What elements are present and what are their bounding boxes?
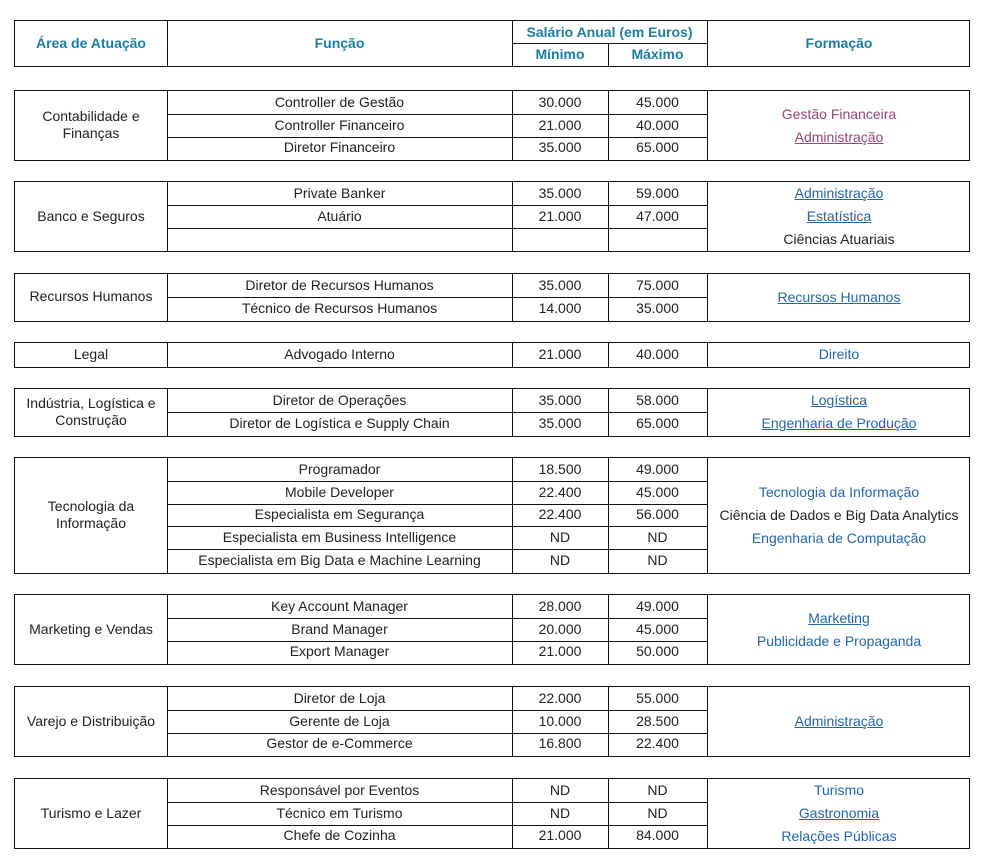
group-1	[14, 181, 970, 252]
row-funcao: Export Manager	[289, 643, 390, 660]
formacao-text: Publicidade e Propaganda	[756, 632, 922, 649]
row-funcao: Diretor Financeiro	[283, 139, 396, 156]
row-funcao: Diretor de Logística e Supply Chain	[229, 414, 450, 431]
formacao-link[interactable]: Engenharia de Produção	[761, 415, 917, 432]
group-area: Tecnologia da Informação	[47, 498, 135, 531]
row-min: 18.500	[538, 460, 582, 477]
row-max: 84.000	[636, 827, 679, 844]
formacao-text: Ciências Atuariais	[783, 231, 895, 248]
group-area: Turismo e Lazer	[40, 804, 142, 821]
group-formacao	[707, 687, 971, 756]
group-6	[14, 594, 970, 665]
group-4	[14, 388, 970, 437]
header-maximo: Máximo	[631, 45, 684, 62]
row-funcao: Gerente de Loja	[289, 712, 390, 729]
row-min: 35.000	[538, 184, 582, 201]
row-min: 28.000	[538, 597, 582, 614]
row-max: 45.000	[636, 93, 679, 110]
row-funcao: Especialista em Big Data e Machine Learning	[198, 552, 481, 569]
row-funcao: Gestor de e-Commerce	[266, 735, 413, 752]
row-funcao: Diretor de Recursos Humanos	[245, 276, 434, 293]
group-area: Contabilidade e Finanças	[42, 108, 140, 142]
table-header	[14, 20, 970, 67]
row-funcao: Programador	[298, 460, 381, 477]
row-min: 21.000	[538, 207, 582, 224]
group-0	[14, 90, 970, 161]
group-formacao	[707, 389, 971, 436]
row-max: 58.000	[636, 391, 679, 408]
row-funcao: Brand Manager	[291, 620, 388, 637]
formacao-link[interactable]: Administração	[794, 128, 884, 145]
group-formacao	[707, 458, 971, 573]
formacao-link[interactable]: Administração	[794, 713, 884, 730]
group-2	[14, 273, 970, 322]
formacao-text: Engenharia de Computação	[751, 530, 927, 546]
group-formacao	[707, 343, 971, 367]
row-funcao: Especialista em Segurança	[254, 506, 425, 523]
header-salario: Salário Anual (em Euros)	[526, 23, 693, 40]
row-funcao: Técnico de Recursos Humanos	[241, 299, 438, 316]
group-area: Indústria, Logística e Construção	[26, 394, 156, 428]
row-funcao: Atuário	[317, 207, 362, 224]
formacao-text: Direito	[818, 346, 860, 363]
row-funcao: Técnico em Turismo	[276, 804, 403, 821]
row-min: ND	[549, 529, 571, 546]
header-funcao: Função	[314, 34, 365, 51]
row-funcao: Diretor de Loja	[293, 689, 386, 706]
row-max: ND	[647, 529, 668, 546]
row-max: 75.000	[636, 276, 679, 293]
header-minimo: Mínimo	[535, 45, 585, 62]
row-min: ND	[549, 804, 571, 821]
row-max: 65.000	[636, 414, 679, 431]
row-funcao: Controller de Gestão	[274, 93, 405, 110]
group-formacao	[707, 595, 971, 664]
row-max: 49.000	[636, 597, 679, 614]
row-funcao: Key Account Manager	[271, 597, 408, 614]
formacao-text: Ciência de Dados e Big Data Analytics	[719, 507, 959, 523]
row-max: 47.000	[636, 207, 679, 224]
group-3	[14, 342, 970, 368]
formacao-link[interactable]: Logística	[810, 392, 868, 409]
header-formacao: Formação	[805, 34, 873, 51]
row-max: 22.400	[636, 735, 679, 752]
row-funcao: Chefe de Cozinha	[283, 827, 396, 844]
row-max: 55.000	[636, 689, 679, 706]
formacao-link[interactable]: Administração	[794, 185, 884, 202]
formacao-link[interactable]: Recursos Humanos	[777, 288, 901, 305]
row-funcao: Especialista em Business Intelligence	[222, 529, 457, 546]
group-formacao	[707, 779, 971, 848]
formacao-link[interactable]: Gastronomia	[798, 805, 880, 822]
row-max: 56.000	[636, 506, 679, 523]
row-funcao: Private Banker	[293, 184, 386, 201]
row-min	[512, 228, 608, 251]
row-min: 14.000	[538, 299, 582, 316]
row-min: 21.000	[538, 345, 582, 362]
row-funcao: Controller Financeiro	[274, 116, 405, 133]
formacao-link[interactable]: Estatística	[806, 208, 872, 225]
row-max: 35.000	[636, 299, 679, 316]
row-max: 45.000	[636, 483, 679, 500]
row-max: 40.000	[636, 345, 679, 362]
row-min: 16.800	[538, 735, 582, 752]
row-min: 22.400	[538, 483, 582, 500]
row-max: ND	[647, 552, 668, 569]
row-min: ND	[549, 552, 571, 569]
group-area: Banco e Seguros	[37, 207, 145, 224]
formacao-text: Gestão Financeira	[781, 105, 897, 122]
row-max: 65.000	[636, 139, 679, 156]
row-funcao: Advogado Interno	[284, 345, 395, 362]
formacao-link[interactable]: Marketing	[808, 609, 870, 626]
formacao-text: Tecnologia da Informação	[758, 484, 920, 500]
row-max: ND	[647, 804, 668, 821]
group-formacao	[707, 274, 971, 321]
row-min: ND	[549, 781, 571, 798]
row-funcao	[167, 228, 512, 251]
row-max: 40.000	[636, 116, 679, 133]
row-min: 35.000	[538, 414, 582, 431]
row-max	[608, 228, 707, 251]
header-area: Área de Atuação	[36, 34, 146, 51]
group-formacao	[707, 91, 971, 160]
row-max: 59.000	[636, 184, 679, 201]
row-funcao: Mobile Developer	[285, 483, 394, 500]
row-min: 22.400	[538, 506, 582, 523]
row-min: 10.000	[538, 712, 582, 729]
group-8	[14, 778, 970, 849]
row-min: 21.000	[538, 643, 582, 660]
row-max: ND	[647, 781, 668, 798]
formacao-text: Turismo	[813, 782, 865, 799]
row-funcao: Responsável por Eventos	[259, 781, 420, 798]
row-max: 28.500	[636, 712, 679, 729]
group-formacao	[707, 182, 971, 251]
group-area: Marketing e Vendas	[29, 620, 153, 637]
row-min: 35.000	[538, 276, 582, 293]
group-area: Recursos Humanos	[29, 288, 153, 305]
row-min: 30.000	[538, 93, 582, 110]
row-funcao: Diretor de Operações	[272, 391, 407, 408]
row-max: 49.000	[636, 460, 679, 477]
row-max: 45.000	[636, 620, 679, 637]
row-min: 20.000	[538, 620, 582, 637]
row-min: 35.000	[538, 139, 582, 156]
group-5	[14, 457, 970, 574]
row-max: 50.000	[636, 643, 679, 660]
row-min: 21.000	[538, 827, 582, 844]
row-min: 21.000	[538, 116, 582, 133]
group-area: Legal	[73, 345, 109, 362]
formacao-text: Relações Públicas	[781, 828, 897, 845]
row-min: 22.000	[538, 689, 582, 706]
group-area: Varejo e Distribuição	[26, 712, 156, 729]
group-7	[14, 686, 970, 757]
row-min: 35.000	[538, 391, 582, 408]
